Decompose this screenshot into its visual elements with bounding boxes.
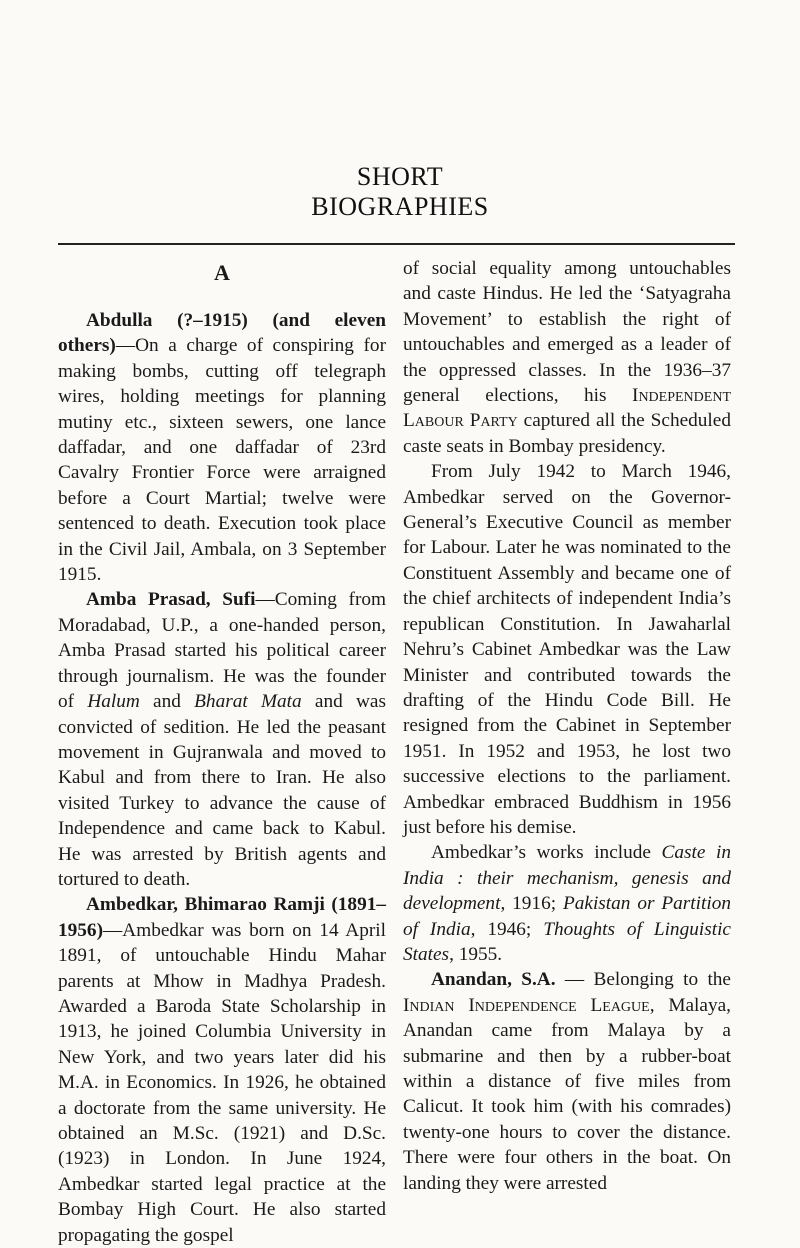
works-title-2: Pakistan or Partition of India	[403, 893, 731, 940]
entry-ambedkar-governor: From July 1942 to March 1946, Ambedkar served on the Governor-General’s Executive Council as member for Labour. Later he was nominated to the Constituent Assembly and became one of the chief architects of independent India’s republican Constitution. In Jawaharlal Nehru’s Cabinet Ambedkar was the Law Minister and contributed towards the drafting of the Hindu Code Bill. He resigned from the Cabinet in September 1951. In 1952 and 1953, he lost two successive elections to the parliament. Ambedkar embraced Buddhism in 1956 just before his demise.	[403, 461, 731, 838]
entry-anandan-name: Anandan, S.A.	[431, 969, 556, 991]
works-year-2: , 1946;	[470, 918, 544, 940]
entry-abdulla	[58, 308, 386, 587]
entry-abdulla-text: —On a charge of conspiring for making bombs, cutting off telegraph wires, holding meetings for planning mutiny etc., sixteen sewers, one lance daffadar, and one daffadar of 23rd Cavalry Frontier Force were arraigned before a Court Martial; twelve were sentenced to death. Execution took place in the Civil Jail, Ambala, on 3 September 1915.	[58, 335, 386, 586]
entry-abdulla-name: Abdulla (?–1915) (and eleven others)	[58, 310, 386, 357]
page-title-line-1: SHORT	[356, 162, 444, 191]
entry-ambedkar-text: —Ambedkar was born on 14 April 1891, of untouchable Hindu Mahar parents at Mhow in Madhya Pradesh. Awarded a Baroda State Scholarship in 1913, he joined Columbia University in New York, and two years later did his M.A. in Economics. In 1926, he obtained a doctorate from the same university. He obtained an M.Sc. (1921) and D.Sc. (1923) in London. In June 1924, Ambedkar started legal practice at the Bombay High Court. He also started propagating the gospel	[58, 919, 386, 1246]
page-title-line-2: BIOGRAPHIES	[311, 192, 489, 221]
works-title-3: Thoughts of Linguistic States	[403, 918, 731, 965]
works-year-3: , 1955.	[449, 943, 503, 965]
league-name: Indian Independence League	[403, 994, 650, 1016]
entry-amba-prasad-italic-1: Halum	[87, 691, 140, 713]
entry-amba-prasad-text-1: —Coming from Moradabad, U.P., a one-handed person, Amba Prasad started his political career through journalism. He was the founder of	[58, 589, 386, 713]
entry-ambedkar-continued-text-1: of social equality among untouchables and caste Hindus. He led the ‘Satyagraha Movement’ to establish the right of untouchables and emerged as a leader of the oppressed classes. In the 1936–37 general elections, his	[403, 258, 731, 407]
entry-ambedkar	[58, 892, 386, 1248]
heading-divider	[58, 243, 735, 245]
works-title-1: Caste in India : their mechanism, genesis and development	[403, 842, 731, 915]
entry-anandan	[403, 967, 731, 1196]
entry-amba-prasad-name: Amba Prasad, Sufi	[86, 589, 256, 611]
works-year-1: , 1916;	[500, 893, 563, 915]
entry-ambedkar-continued	[403, 256, 731, 459]
entry-amba-prasad	[58, 587, 386, 892]
entry-ambedkar-works	[403, 840, 731, 967]
left-column	[58, 256, 386, 1248]
entry-anandan-text: , Malaya, Anandan came from Malaya by a submarine and then by a rubber-boat within a distance of five miles from Calicut. It took him (with his comrades) twenty-one hours to cover the distance. There were four others in the boat. On landing they were arrested	[403, 994, 731, 1194]
entry-amba-prasad-text-3: and was convicted of sedition. He led the peasant movement in Gujranwala and moved to Kabul and from there to Iran. He also visited Turkey to advance the cause of Independence and came back to Kabul. He was arrested by British agents and tortured to death.	[58, 691, 386, 890]
entry-amba-prasad-italic-2: Bharat Mata	[194, 691, 302, 713]
entry-anandan-dash: — Belonging to the	[555, 969, 731, 991]
works-intro: Ambedkar’s works include	[431, 842, 662, 864]
party-name: Independent Labour Party	[403, 385, 731, 432]
entry-ambedkar-continued-text-2: captured all the Scheduled caste seats in Bombay presidency.	[403, 410, 731, 457]
right-column	[403, 256, 731, 1196]
entry-amba-prasad-text-2: and	[139, 691, 195, 713]
entry-ambedkar-name: Ambedkar, Bhimarao Ramji (1891–1956)	[58, 894, 386, 941]
page-title	[0, 162, 800, 222]
section-letter: A	[214, 260, 230, 285]
